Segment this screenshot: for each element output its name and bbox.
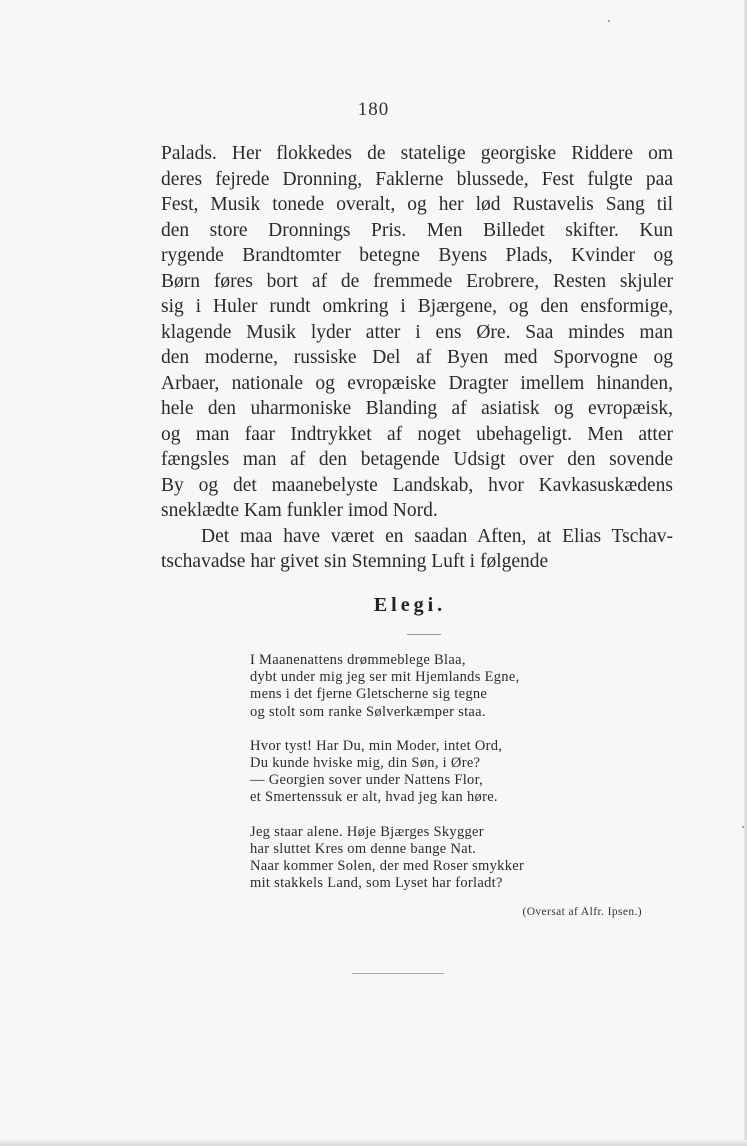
prose-line: den store Dronnings Pris. Men Billedet skifter. Kun	[161, 219, 673, 241]
poem-line: Hvor tyst! Har Du, min Moder, intet Ord,	[250, 737, 503, 754]
prose-text	[161, 141, 673, 575]
prose-line: sig i Huler rundt omkring i Bjærgene, og den ensformige,	[161, 296, 673, 317]
prose-line: klagende Musik lyder atter i ens Øre. Saa mindes man	[161, 321, 673, 343]
poem-stanza	[250, 738, 650, 807]
page-edge-bottom	[0, 1140, 747, 1146]
prose-line: fængsles man af den betagende Udsigt over den sovende	[161, 449, 673, 470]
poem-line: et Smertenssuk er alt, hvad jeg kan høre.	[250, 789, 498, 806]
poem-title: Elegi.	[373, 594, 447, 616]
prose-line: hele den uharmoniske Blanding af asiatisk og evropæisk,	[161, 398, 673, 419]
poem-line: Naar kommer Solen, der med Roser smykker	[250, 858, 525, 875]
page-number: 180	[357, 99, 390, 120]
end-divider	[352, 973, 444, 974]
poem-line: I Maanenattens drømmeblege Blaa,	[250, 652, 466, 668]
poem-line: dybt under mig jeg ser mit Hjemlands Egne,	[250, 669, 520, 686]
poem-body	[250, 652, 650, 909]
prose-line: Det maa have været en saadan Aften, at Elias Tschav-	[201, 525, 673, 547]
translator-note: (Oversat af Alfr. Ipsen.)	[522, 906, 642, 918]
poem-line: mens i det fjerne Gletscherne sig tegne	[250, 686, 488, 703]
poem-stanza	[250, 824, 650, 893]
prose-line: Børn føres bort af de fremmede Erobrere, Resten skjuler	[161, 270, 673, 292]
title-divider	[407, 634, 441, 635]
paper-speck	[608, 20, 610, 22]
prose-line: sneklædte Kam funkler imod Nord.	[161, 500, 438, 521]
prose-line: By og det maanebelyste Landskab, hvor Kavkasuskædens	[161, 474, 673, 496]
prose-line: rygende Brandtomter betegne Byens Plads, Kvinder og	[161, 245, 673, 266]
poem-line: og stolt som ranke Sølverkæmper staa.	[250, 703, 486, 720]
prose-line: og man faar Indtrykket af noget ubehageligt. Men atter	[161, 423, 673, 445]
prose-line: deres fejrede Dronning, Faklerne blussede, Fest fulgte paa	[161, 168, 673, 190]
poem-line: Du kunde hviske mig, din Søn, i Øre?	[250, 755, 481, 772]
poem-line: mit stakkels Land, som Lyset har forladt?	[250, 875, 503, 892]
prose-line: tschavadse har givet sin Stemning Luft i følgende	[161, 551, 549, 572]
prose-line: Fest, Musik tonede overalt, og her lød Rustavelis Sang til	[161, 194, 673, 215]
poem-line: Jeg staar alene. Høje Bjærges Skygger	[250, 823, 484, 840]
prose-line: Palads. Her flokkedes de statelige georgiske Riddere om	[161, 143, 673, 164]
prose-line: Arbaer, nationale og evropæiske Dragter imellem hinanden,	[161, 372, 673, 394]
poem-stanza	[250, 652, 650, 721]
prose-line: den moderne, russiske Del af Byen med Sporvogne og	[161, 347, 673, 368]
poem-line: har sluttet Kres om denne bange Nat.	[250, 840, 477, 857]
poem-line: — Georgien sover under Nattens Flor,	[250, 772, 484, 789]
